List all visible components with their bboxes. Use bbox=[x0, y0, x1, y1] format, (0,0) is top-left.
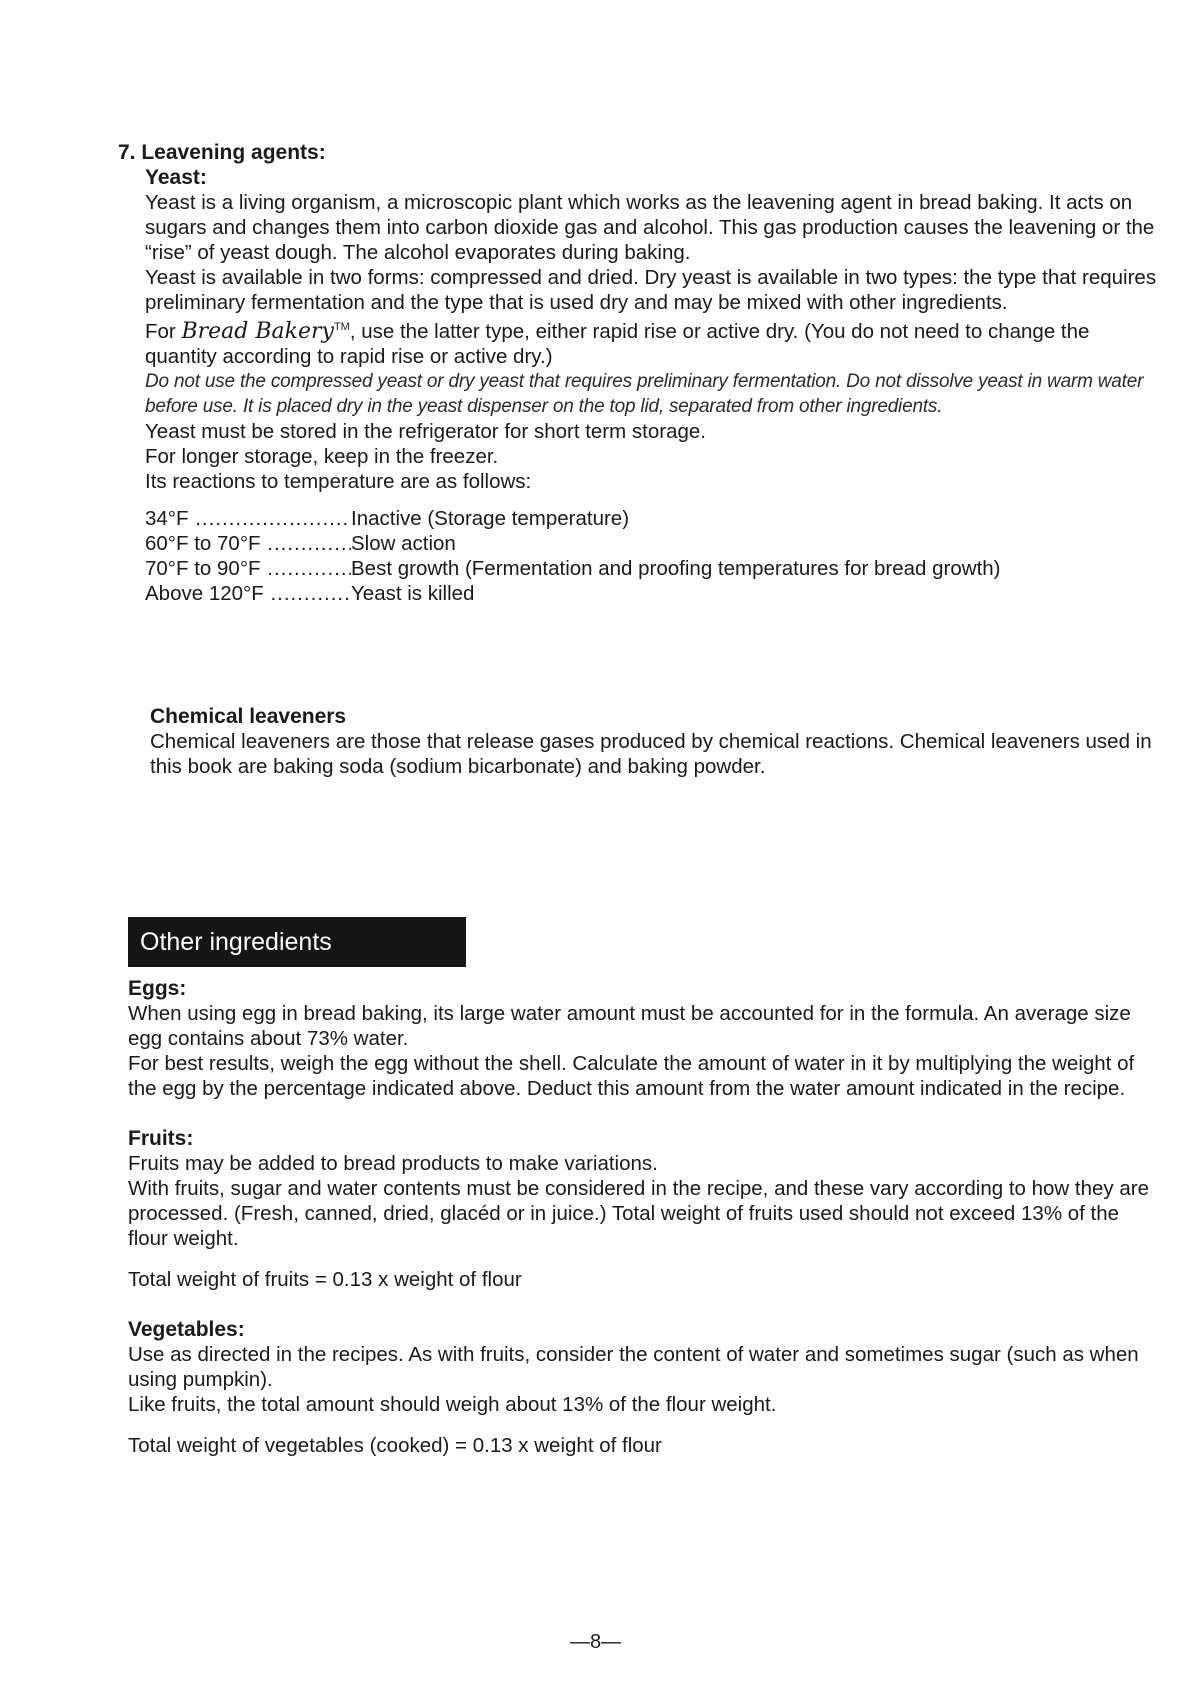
temperature-value: Above 120°F ..... bbox=[145, 581, 351, 606]
eggs-paragraph-1: When using egg in bread baking, its large water amount must be accounted for in the formula. An average size egg contains about 73% water. bbox=[128, 1002, 1131, 1050]
temperature-row bbox=[145, 556, 1158, 581]
vegetables-heading: Vegetables: bbox=[128, 1318, 245, 1341]
yeast-paragraph-3-rest: , use the latter type, either rapid rise or active dry. (You do not need to change the quantity according to rapid rise or active dry.) bbox=[145, 319, 1090, 368]
fruits-heading: Fruits: bbox=[128, 1127, 194, 1150]
chemical-leaveners-text: Chemical leaveners are those that release gases produced by chemical reactions. Chemical leaveners used in this book are baking soda (sodium bicarbonate) and baking powder. bbox=[150, 730, 1152, 778]
vegetables-paragraph-2: Like fruits, the total amount should weigh about 13% of the flour weight. bbox=[128, 1393, 777, 1416]
temperature-effect: Slow action bbox=[351, 531, 456, 555]
yeast-paragraph-2: Yeast is available in two forms: compressed and dried. Dry yeast is available in two types: the type that requires preliminary fermentation and the type that is used dry and may be mixed with other ingredients. bbox=[145, 266, 1157, 314]
temperature-value: 70°F to 90°F ..... bbox=[145, 556, 351, 581]
yeast-paragraph-3 bbox=[145, 315, 1158, 369]
temperature-value: 60°F to 70°F ..... bbox=[145, 531, 351, 556]
vegetables-formula: Total weight of vegetables (cooked) = 0.13 x weight of flour bbox=[128, 1434, 662, 1457]
brand-logo: Bread Bakery bbox=[181, 318, 334, 344]
fruits-paragraph-2: With fruits, sugar and water contents must be considered in the recipe, and these vary according to how they are processed. (Fresh, canned, dried, glacéd or in juice.) Total weight of fruits used should not exceed 13% of the flour weight. bbox=[128, 1177, 1149, 1250]
trademark: TM bbox=[333, 321, 350, 333]
temperature-effect: Yeast is killed bbox=[351, 581, 475, 605]
temperature-row bbox=[145, 506, 1158, 531]
yeast-warning-note: Do not use the compressed yeast or dry yeast that requires preliminary fermentation. Do not dissolve yeast in warm water before use. It is placed dry in the yeast dispenser on the top lid, separated from other ingredients. bbox=[145, 370, 1144, 417]
yeast-paragraph-1: Yeast is a living organism, a microscopic plant which works as the leavening agent in bread baking. It acts on sugars and changes them into carbon dioxide gas and alcohol. This gas production causes the leavening or the “rise” of yeast dough. The alcohol evaporates during baking. bbox=[145, 191, 1155, 264]
section-body bbox=[118, 165, 1158, 606]
eggs-block bbox=[128, 976, 1160, 1101]
for-text: For bbox=[145, 319, 182, 343]
temperature-value: 34°F ..... bbox=[145, 506, 351, 531]
fruits-block bbox=[128, 1126, 1160, 1292]
temperature-row bbox=[145, 531, 1158, 556]
fruits-formula: Total weight of fruits = 0.13 x weight of flour bbox=[128, 1268, 522, 1291]
eggs-paragraph-2: For best results, weigh the egg without the shell. Calculate the amount of water in it by multiplying the weight of the egg by the percentage indicated above. Deduct this amount from the water amount indicated in the recipe. bbox=[128, 1052, 1135, 1100]
other-ingredients-section bbox=[128, 976, 1160, 1483]
temperature-effect: Best growth (Fermentation and proofing temperatures for bread growth) bbox=[351, 556, 1001, 580]
fruits-paragraph-1: Fruits may be added to bread products to make variations. bbox=[128, 1152, 658, 1175]
vegetables-paragraph-1: Use as directed in the recipes. As with fruits, consider the content of water and sometimes sugar (such as when using pumpkin). bbox=[128, 1343, 1139, 1391]
section-heading: 7. Leavening agents: bbox=[118, 141, 326, 164]
eggs-heading: Eggs: bbox=[128, 977, 187, 1000]
chemical-leaveners-heading: Chemical leaveners bbox=[150, 705, 347, 728]
other-ingredients-banner: Other ingredients bbox=[128, 917, 466, 967]
vegetables-block bbox=[128, 1317, 1160, 1458]
chemical-leaveners-block bbox=[150, 704, 1160, 779]
leavening-section bbox=[118, 140, 1158, 606]
storage-line-1: Yeast must be stored in the refrigerator for short term storage. bbox=[145, 419, 706, 443]
temperature-effect: Inactive (Storage temperature) bbox=[351, 506, 630, 530]
storage-line-2: For longer storage, keep in the freezer. bbox=[145, 444, 499, 468]
temperature-row bbox=[145, 581, 1158, 606]
temperature-list bbox=[145, 506, 1158, 606]
page-number: —8— bbox=[569, 1631, 622, 1653]
yeast-heading: Yeast: bbox=[145, 166, 207, 189]
reactions-intro: Its reactions to temperature are as follows: bbox=[145, 469, 532, 493]
